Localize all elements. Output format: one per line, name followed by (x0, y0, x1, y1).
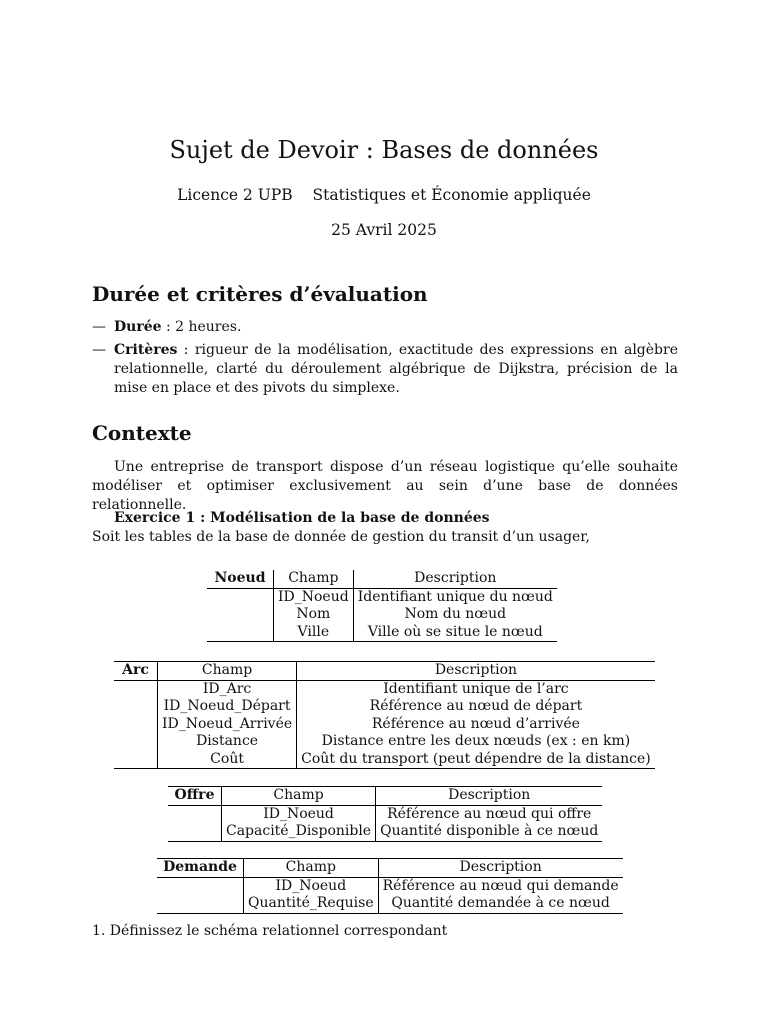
table-cell: Quantité disponible à ce nœud (376, 823, 603, 841)
table-row (207, 624, 557, 642)
table-cell: Distance (158, 733, 297, 751)
document-subtitle (0, 186, 768, 204)
table-cell: ID_Noeud_Arrivée (158, 716, 297, 734)
section-heading-duration: Durée et critères d’évaluation (92, 282, 428, 306)
table-cell: Référence au nœud d’arrivée (297, 716, 655, 734)
table-row (157, 895, 623, 913)
bullet-item-duration (92, 318, 678, 337)
section-heading-context: Contexte (92, 421, 192, 445)
table-row (114, 680, 655, 698)
table-offre (168, 786, 602, 842)
table-noeud (207, 570, 557, 642)
table-row (114, 733, 655, 751)
column-header: Champ (158, 662, 297, 681)
table-row (157, 877, 623, 895)
table-cell: ID_Noeud (222, 805, 376, 823)
table-cell: Nom du nœud (353, 606, 557, 624)
table-cell: ID_Arc (158, 680, 297, 698)
context-paragraph: Une entreprise de transport dispose d’un réseau logistique qu’elle souhaite modéliser et optimiser exclusivement au sein d’une base de données relationnelle. (92, 459, 678, 513)
table-cell: Distance entre les deux nœuds (ex : en km) (297, 733, 655, 751)
table-row (168, 823, 602, 841)
table-cell: Quantité demandée à ce nœud (378, 895, 623, 913)
table-cell: Ville (274, 624, 354, 642)
table-cell: Nom (274, 606, 354, 624)
table-cell: Ville où se situe le nœud (353, 624, 557, 642)
bullet-text: : 2 heures. (161, 319, 242, 335)
table-row (207, 588, 557, 606)
table-demande (157, 858, 623, 914)
track-label: Statistiques et Économie appliquée (312, 186, 591, 204)
program-label: Licence 2 UPB (177, 186, 293, 204)
table-name: Noeud (207, 570, 274, 588)
column-header: Description (353, 570, 557, 588)
exercise-intro: Soit les tables de la base de donnée de gestion du transit d’un usager, (92, 529, 590, 545)
column-header: Description (378, 859, 623, 878)
column-header: Description (376, 787, 603, 806)
question-1: 1. Définissez le schéma relationnel correspondant (92, 923, 448, 939)
table-name: Arc (114, 662, 158, 681)
bullet-label: Critères (114, 342, 178, 358)
table-cell: Référence au nœud de départ (297, 698, 655, 716)
column-header: Champ (222, 787, 376, 806)
bullet-item-criteria (92, 341, 678, 398)
table-name: Offre (168, 787, 222, 806)
table-cell: ID_Noeud (244, 877, 379, 895)
table-row (114, 751, 655, 769)
table-cell: Identifiant unique du nœud (353, 588, 557, 606)
table-cell: Identifiant unique de l’arc (297, 680, 655, 698)
column-header: Champ (274, 570, 354, 588)
bullet-label: Durée (114, 319, 162, 335)
exercise-block (92, 509, 678, 547)
table-cell: ID_Noeud_Départ (158, 698, 297, 716)
document-title: Sujet de Devoir : Bases de données (169, 136, 599, 164)
table-row (168, 805, 602, 823)
table-arc (114, 661, 655, 769)
table-row (114, 698, 655, 716)
dash-icon: — (92, 342, 106, 358)
table-row (207, 606, 557, 624)
table-row (114, 716, 655, 734)
bullet-text: : rigueur de la modélisation, exactitude des expressions en algèbre relationnelle, clarté du déroulement algébrique de Dijkstra, précision de la mise en place et des pivots du simplexe. (114, 342, 678, 396)
table-cell: Capacité_Disponible (222, 823, 376, 841)
exercise-title: Exercice 1 : Modélisation de la base de données (114, 510, 490, 526)
table-cell: Quantité_Requise (244, 895, 379, 913)
column-header: Description (297, 662, 655, 681)
table-cell: Coût du transport (peut dépendre de la distance) (297, 751, 655, 769)
column-header: Champ (244, 859, 379, 878)
table-cell: Référence au nœud qui offre (376, 805, 603, 823)
table-cell: Référence au nœud qui demande (378, 877, 623, 895)
table-name: Demande (157, 859, 244, 878)
dash-icon: — (92, 319, 106, 335)
document-date: 25 Avril 2025 (331, 221, 437, 239)
table-cell: ID_Noeud (274, 588, 354, 606)
table-cell: Coût (158, 751, 297, 769)
